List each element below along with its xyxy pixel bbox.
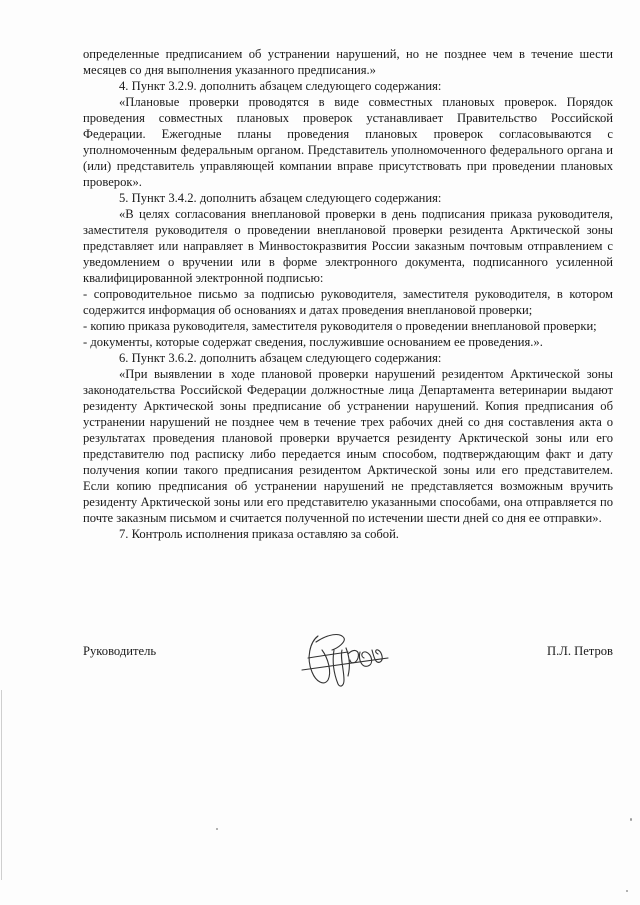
signatory-name: П.Л. Петров	[547, 644, 613, 658]
signatory-title: Руководитель	[83, 644, 157, 658]
paragraph-item-6-heading: 6. Пункт 3.6.2. дополнить абзацем следующего содержания:	[119, 351, 442, 365]
list-item-order-copy: - копию приказа руководителя, заместителя руководителя о проведении внеплановой проверки;	[83, 319, 597, 333]
signature-block	[83, 644, 613, 704]
paragraph-item-5-heading: 5. Пункт 3.4.2. дополнить абзацем следующего содержания:	[119, 191, 442, 205]
scan-speck	[630, 818, 632, 821]
paragraph-item-5-text: «В целях согласования внеплановой проверки в день подписания приказа руководителя, заместителя руководителя о проведении внеплановой проверки резидента Арктической зоны представляет или направляет в Минвостокразвития России заказным почтовым отправлением с уведомлением о вручении или в форме электронного документа, подписанного усиленной квалифицированной электронной подписью:	[83, 207, 613, 285]
scan-speck	[216, 828, 218, 830]
scan-speck	[626, 890, 628, 892]
scan-edge-line	[1, 690, 2, 880]
handwritten-signature	[288, 628, 398, 698]
paragraph-item-4-heading: 4. Пункт 3.2.9. дополнить абзацем следующего содержания:	[119, 79, 442, 93]
paragraph-item-4-text: «Плановые проверки проводятся в виде совместных плановых проверок. Порядок проведения совместных плановых проверок устанавливает Правительство Российской Федерации. Ежегодные планы проведения плановых проверок согласовываются с уполномоченным федеральным органом. Представитель уполномоченного федерального органа и (или) представитель управляющей компании вправе присутствовать при проведении плановых проверок».	[83, 95, 613, 189]
document-body	[83, 46, 613, 542]
paragraph-item-6-text: «При выявлении в ходе плановой проверки нарушений резидентом Арктической зоны законодательства Российской Федерации должностные лица Департамента ветеринарии выдают резиденту Арктической зоны предписание об устранении нарушений. Копия предписания об устранении нарушений не позднее чем в течение трех рабочих дней со дня составления акта о результатах проведения плановой проверки вручается резиденту Арктической зоны или его представителю под расписку либо передается иным способом, подтверждающим факт и дату получения копии такого предписания резидентом Арктической зоны или его представителем. Если копию предписания об устранении нарушений не представляется возможным вручить резиденту Арктической зоны или его представителю указанными способами, она отправляется по почте заказным письмом и считается полученной по истечении шести дней со дня ее отправки».	[83, 367, 613, 525]
list-item-documents: - документы, которые содержат сведения, послужившие основанием ее проведения.».	[83, 335, 543, 349]
paragraph-item-7: 7. Контроль исполнения приказа оставляю за собой.	[119, 527, 399, 541]
paragraph-continuation: определенные предписанием об устранении нарушений, но не позднее чем в течение шести месяцев со дня выполнения указанного предписания.»	[83, 47, 613, 77]
list-item-cover-letter: - сопроводительное письмо за подписью руководителя, заместителя руководителя, в котором содержится информация об основаниях и датах проведения внеплановой проверки;	[83, 287, 613, 317]
